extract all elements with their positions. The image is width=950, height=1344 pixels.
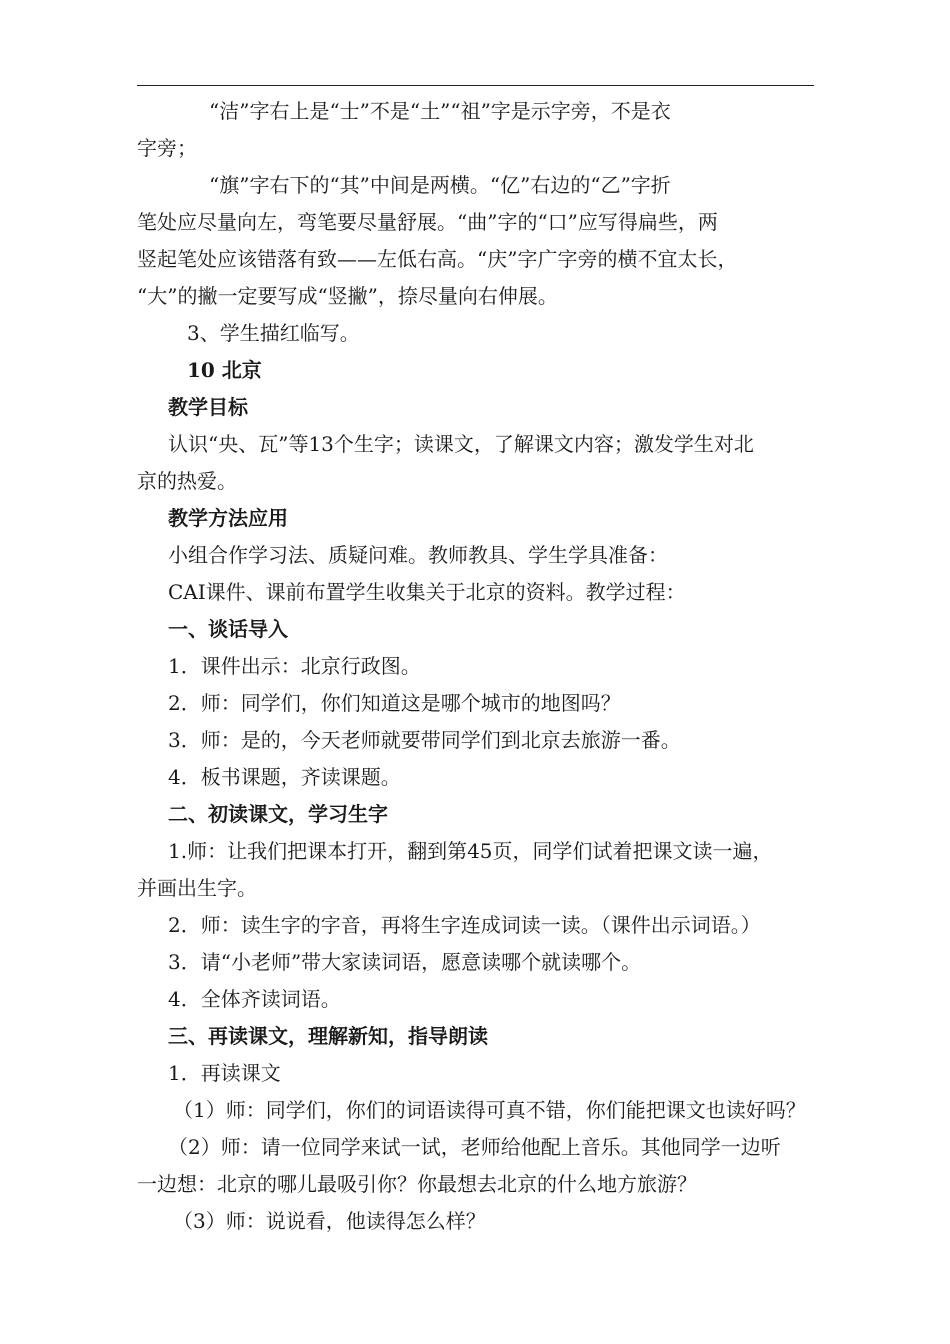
list-item: 3．师：是的，今天老师就要带同学们到北京去旅游一番。 bbox=[168, 728, 681, 752]
document-body bbox=[137, 93, 814, 1240]
section-heading: 教学方法应用 bbox=[168, 506, 288, 530]
list-item: 2．师：同学们，你们知道这是哪个城市的地图吗？ bbox=[168, 691, 621, 715]
paragraph-line: 3、学生描红临写。 bbox=[187, 321, 360, 345]
section-heading: 二、初读课文，学习生字 bbox=[168, 802, 388, 826]
list-item: （3）师：说说看，他读得怎么样？ bbox=[173, 1209, 486, 1233]
section-heading: 教学目标 bbox=[168, 395, 248, 419]
list-item: 3．请“小老师”带大家读词语，愿意读哪个就读哪个。 bbox=[168, 950, 642, 974]
paragraph-line: CAI课件、课前布置学生收集关于北京的资料。教学过程： bbox=[168, 580, 686, 604]
section-heading: 三、再读课文，理解新知，指导朗读 bbox=[168, 1024, 488, 1048]
paragraph-line: “洁”字右上是“士”不是“土”“祖”字是示字旁，不是衣 bbox=[209, 99, 671, 123]
list-item: 1．课件出示：北京行政图。 bbox=[168, 654, 421, 678]
paragraph-line: 并画出生字。 bbox=[137, 876, 257, 900]
paragraph-line: 一边想：北京的哪儿最吸引你？你最想去北京的什么地方旅游？ bbox=[137, 1172, 697, 1196]
list-item: 4．板书课题，齐读课题。 bbox=[168, 765, 401, 789]
section-heading: 一、谈话导入 bbox=[168, 617, 288, 641]
paragraph-line: 京的热爱。 bbox=[137, 469, 237, 493]
list-item: 4．全体齐读词语。 bbox=[168, 987, 341, 1011]
paragraph-line: 字旁； bbox=[137, 136, 197, 160]
list-item: 1．再读课文 bbox=[168, 1061, 281, 1085]
header-rule bbox=[137, 85, 814, 86]
list-item: （2）师：请一位同学来试一试，老师给他配上音乐。其他同学一边听 bbox=[168, 1135, 781, 1159]
paragraph-line: 竖起笔处应该错落有致——左低右高。“庆”字广字旁的横不宜太长， bbox=[137, 247, 738, 271]
paragraph-line: “旗”字右下的“其”中间是两横。“亿”右边的“乙”字折 bbox=[209, 173, 671, 197]
list-item: 1.师：让我们把课本打开，翻到第45页，同学们试着把课文读一遍， bbox=[168, 839, 773, 863]
paragraph-line: “大”的撇一定要写成“竖撇”，捺尽量向右伸展。 bbox=[137, 284, 558, 308]
paragraph-line: 小组合作学习法、质疑问难。教师教具、学生学具准备： bbox=[168, 543, 668, 567]
paragraph-line: 认识“央、瓦”等13个生字；读课文，了解课文内容；激发学生对北 bbox=[168, 432, 754, 456]
lesson-title: 10 北京 bbox=[187, 358, 262, 382]
paragraph-line: 笔处应尽量向左，弯笔要尽量舒展。“曲”字的“口”应写得扁些，两 bbox=[137, 210, 718, 234]
list-item: 2．师：读生字的字音，再将生字连成词读一读。（课件出示词语。） bbox=[168, 913, 761, 937]
list-item: （1）师：同学们，你们的词语读得可真不错，你们能把课文也读好吗？ bbox=[173, 1098, 806, 1122]
